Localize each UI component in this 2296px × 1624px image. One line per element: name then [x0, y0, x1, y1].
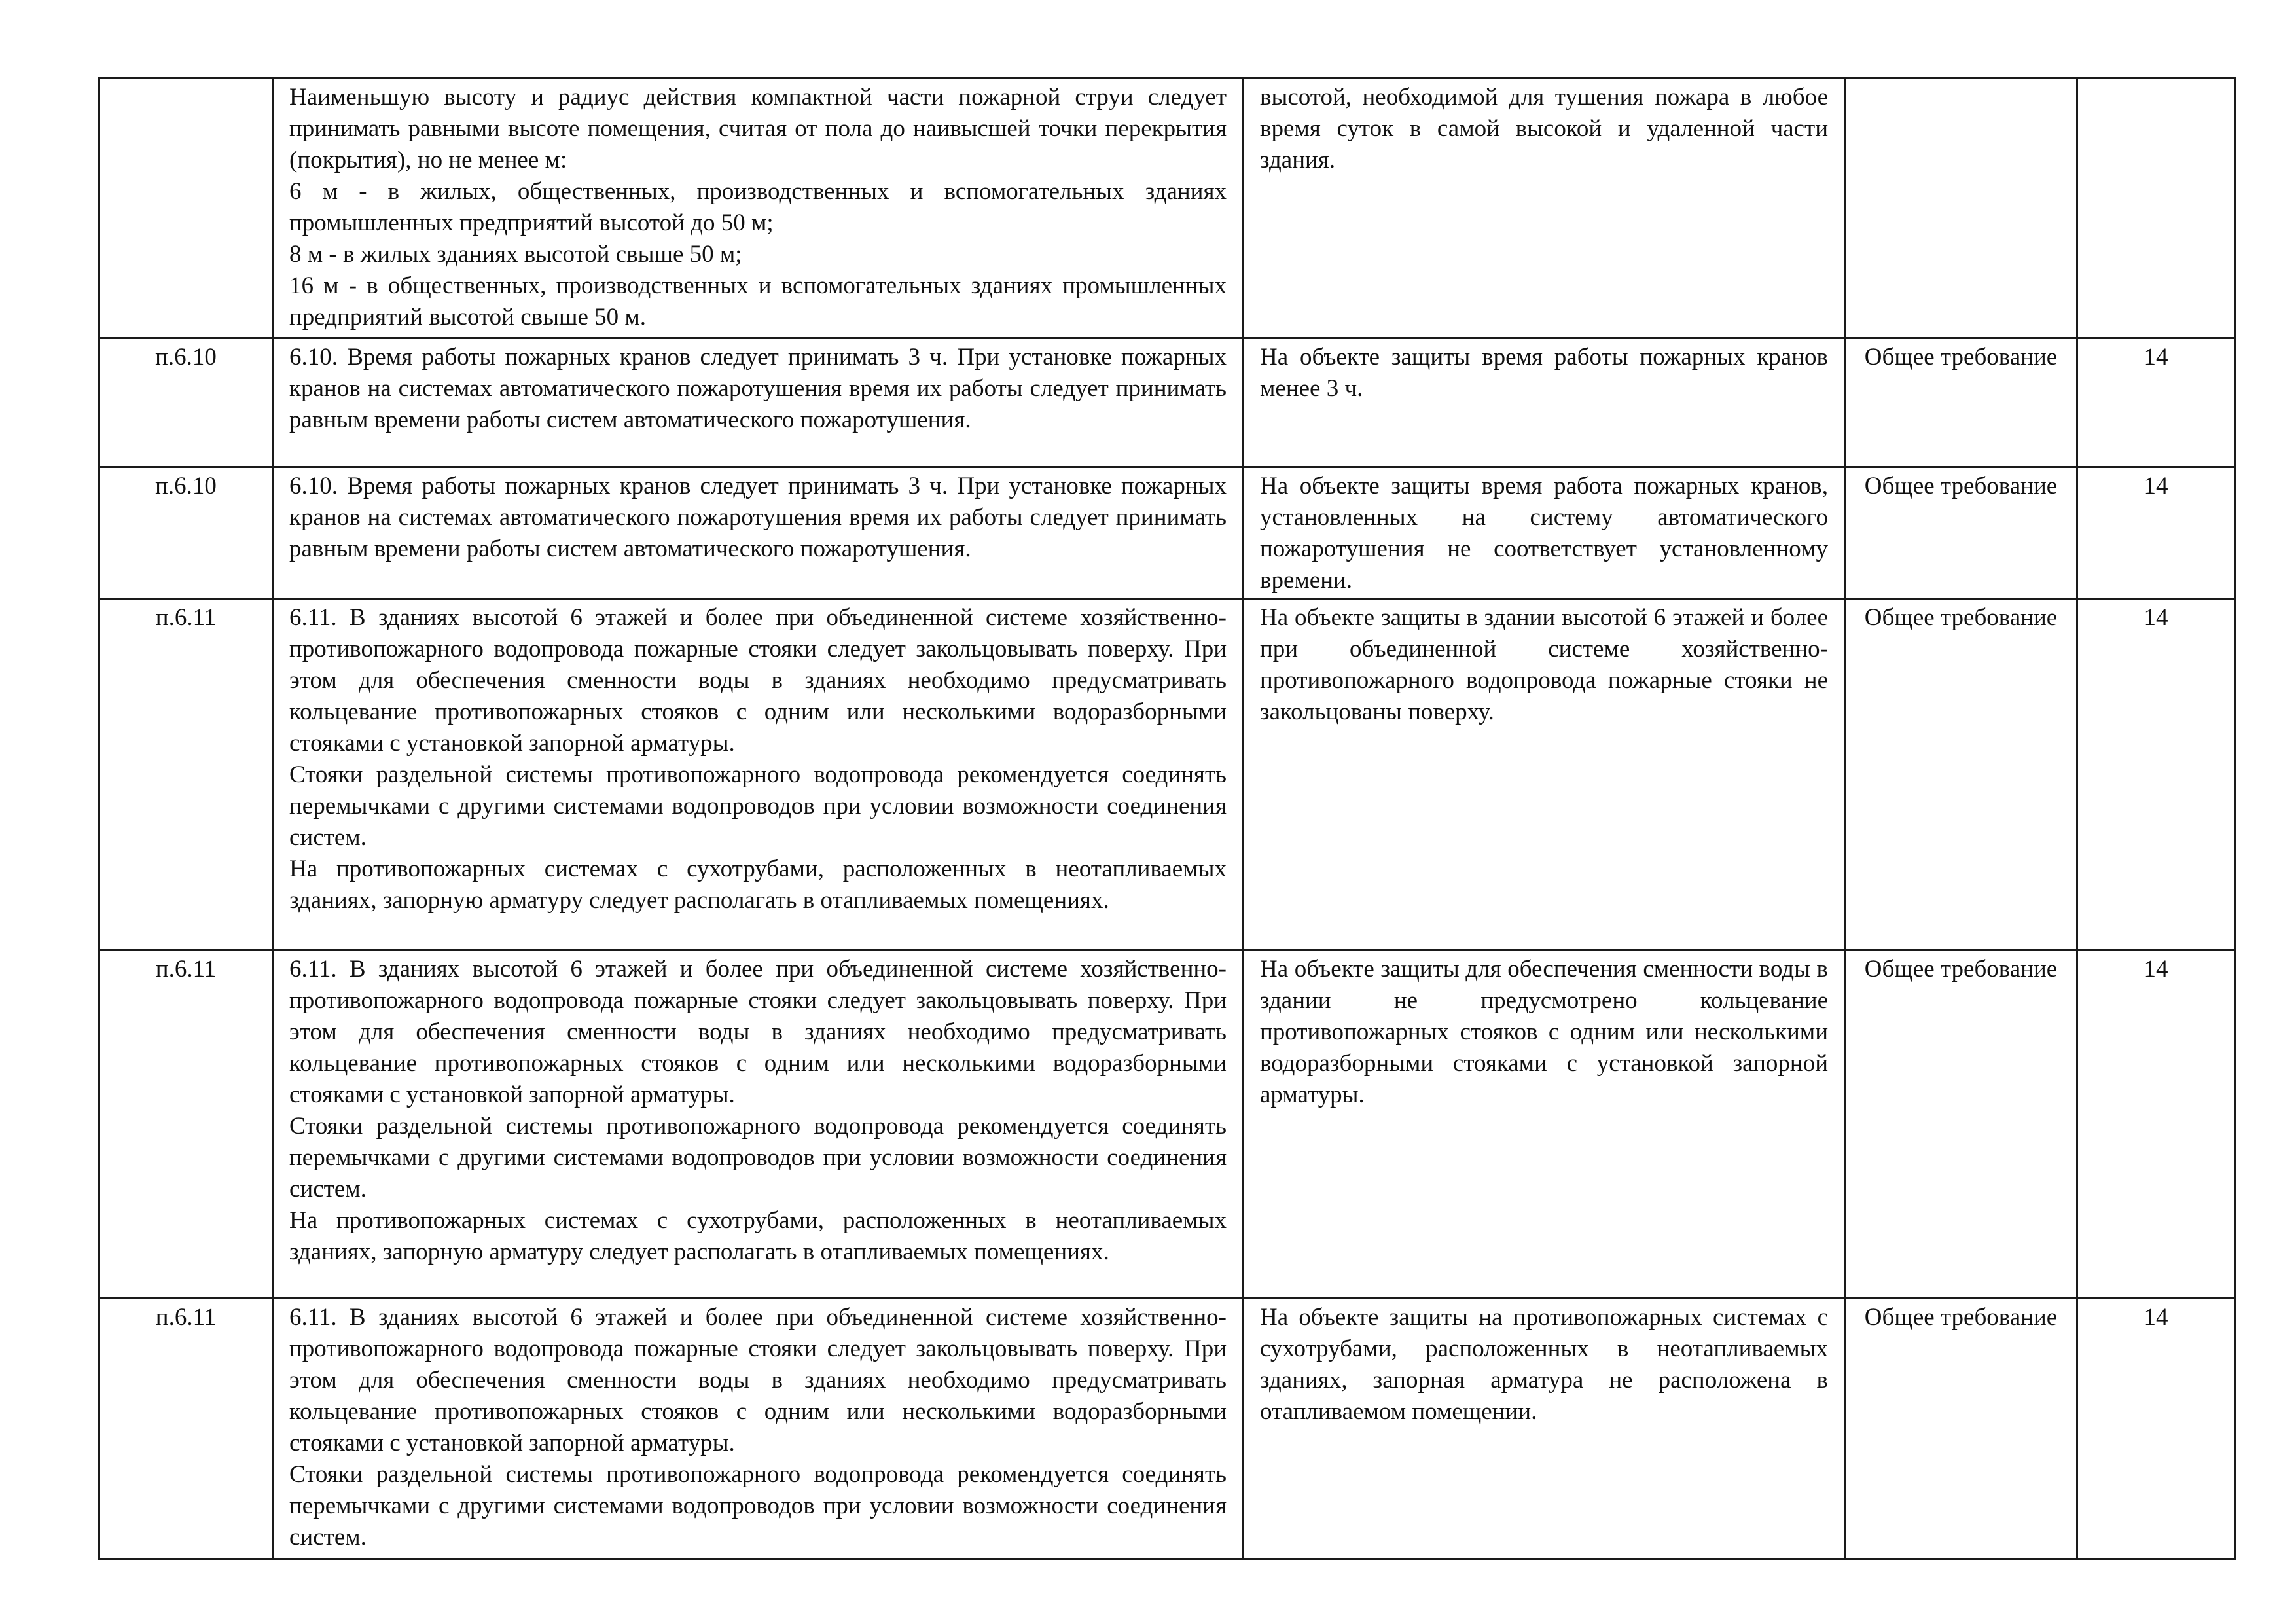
- requirement-paragraph: 6.11. В зданиях высотой 6 этажей и более при объединенной системе хозяйственно-противопожарного водопровода пожарные стояки следует закольцовывать поверху. При этом для обеспечения сменности воды в зданиях необходимо предусматривать кольцевание противопожарных стояков с одним или несколькими водоразборными стояками с установкой запорной арматуры.: [289, 604, 1227, 757]
- requirement-paragraph: На противопожарных системах с сухотрубами, расположенных в неотапливаемых зданиях, запорную арматуру следует располагать в отапливаемых помещениях.: [289, 1207, 1227, 1265]
- clause-code-cell: п.6.10: [99, 338, 273, 467]
- violation-text-cell: На объекте защиты время работы пожарных кранов менее 3 ч.: [1244, 338, 1845, 467]
- violation-text-cell: высотой, необходимой для тушения пожара в любое время суток в самой высокой и удаленной части здания.: [1244, 79, 1845, 338]
- requirement-text-cell: [273, 338, 1244, 467]
- requirement-paragraph: На противопожарных системах с сухотрубами, расположенных в неотапливаемых зданиях, запорную арматуру следует располагать в отапливаемых помещениях.: [289, 856, 1227, 914]
- violation-text-cell: На объекте защиты время работа пожарных кранов, установленных на систему автоматического пожаротушения не соответствует установленному времени.: [1244, 467, 1845, 599]
- requirements-table: [98, 77, 2236, 1560]
- requirement-paragraph: 6.10. Время работы пожарных кранов следует принимать 3 ч. При установке пожарных кранов на системах автоматического пожаротушения время их работы следует принимать равным времени работы систем автоматического пожаротушения.: [289, 344, 1227, 433]
- clause-code-cell: [99, 79, 273, 338]
- requirement-type-cell: [1845, 79, 2077, 338]
- clause-code-cell: п.6.11: [99, 1299, 273, 1559]
- reference-number-cell: 14: [2077, 1299, 2235, 1559]
- requirement-text-cell: [273, 950, 1244, 1299]
- table-row: [99, 599, 2235, 950]
- requirement-paragraph: 6.11. В зданиях высотой 6 этажей и более при объединенной системе хозяйственно-противопожарного водопровода пожарные стояки следует закольцовывать поверху. При этом для обеспечения сменности воды в зданиях необходимо предусматривать кольцевание противопожарных стояков с одним или несколькими водоразборными стояками с установкой запорной арматуры.: [289, 1304, 1227, 1456]
- requirement-type-cell: Общее требование: [1845, 1299, 2077, 1559]
- reference-number-cell: 14: [2077, 338, 2235, 467]
- violation-text-cell: На объекте защиты на противопожарных системах с сухотрубами, расположенных в неотапливаемых зданиях, запорная арматура не расположена в отапливаемом помещении.: [1244, 1299, 1845, 1559]
- requirement-type-cell: Общее требование: [1845, 467, 2077, 599]
- requirement-text-cell: [273, 599, 1244, 950]
- requirement-text-cell: [273, 79, 1244, 338]
- requirement-text-cell: [273, 467, 1244, 599]
- table-row: [99, 338, 2235, 467]
- requirement-paragraph: 6.10. Время работы пожарных кранов следует принимать 3 ч. При установке пожарных кранов на системах автоматического пожаротушения время их работы следует принимать равным времени работы систем автоматического пожаротушения.: [289, 473, 1227, 562]
- requirement-paragraph: 8 м - в жилых зданиях высотой свыше 50 м;: [289, 241, 742, 268]
- requirement-paragraph: 16 м - в общественных, производственных и вспомогательных зданиях промышленных предприятий высотой свыше 50 м.: [289, 272, 1227, 331]
- reference-number-cell: 14: [2077, 467, 2235, 599]
- table-row: [99, 1299, 2235, 1559]
- reference-number-cell: [2077, 79, 2235, 338]
- requirement-type-cell: Общее требование: [1845, 599, 2077, 950]
- violation-text-cell: На объекте защиты в здании высотой 6 этажей и более при объединенной системе хозяйственно-противопожарного водопровода пожарные стояки не закольцованы поверху.: [1244, 599, 1845, 950]
- violation-text-cell: На объекте защиты для обеспечения сменности воды в здании не предусмотрено кольцевание противопожарных стояков с одним или несколькими водоразборными стояками с установкой запорной арматуры.: [1244, 950, 1845, 1299]
- requirement-paragraph: 6 м - в жилых, общественных, производственных и вспомогательных зданиях промышленных предприятий высотой до 50 м;: [289, 178, 1227, 236]
- requirement-type-cell: Общее требование: [1845, 338, 2077, 467]
- requirement-paragraph: 6.11. В зданиях высотой 6 этажей и более при объединенной системе хозяйственно-противопожарного водопровода пожарные стояки следует закольцовывать поверху. При этом для обеспечения сменности воды в зданиях необходимо предусматривать кольцевание противопожарных стояков с одним или несколькими водоразборными стояками с установкой запорной арматуры.: [289, 956, 1227, 1108]
- table-row: [99, 79, 2235, 338]
- requirement-paragraph: Стояки раздельной системы противопожарного водопровода рекомендуется соединять перемычками с другими системами водопроводов при условии возможности соединения систем.: [289, 1461, 1227, 1551]
- reference-number-cell: 14: [2077, 599, 2235, 950]
- requirement-text-cell: [273, 1299, 1244, 1559]
- reference-number-cell: 14: [2077, 950, 2235, 1299]
- requirement-paragraph: Стояки раздельной системы противопожарного водопровода рекомендуется соединять перемычками с другими системами водопроводов при условии возможности соединения систем.: [289, 1113, 1227, 1202]
- requirement-paragraph: Стояки раздельной системы противопожарного водопровода рекомендуется соединять перемычками с другими системами водопроводов при условии возможности соединения систем.: [289, 761, 1227, 851]
- clause-code-cell: п.6.10: [99, 467, 273, 599]
- table-row: [99, 467, 2235, 599]
- requirement-paragraph: Наименьшую высоту и радиус действия компактной части пожарной струи следует принимать равными высоте помещения, считая от пола до наивысшей точки перекрытия (покрытия), но не менее м:: [289, 84, 1227, 173]
- table-row: [99, 950, 2235, 1299]
- requirement-type-cell: Общее требование: [1845, 950, 2077, 1299]
- clause-code-cell: п.6.11: [99, 599, 273, 950]
- clause-code-cell: п.6.11: [99, 950, 273, 1299]
